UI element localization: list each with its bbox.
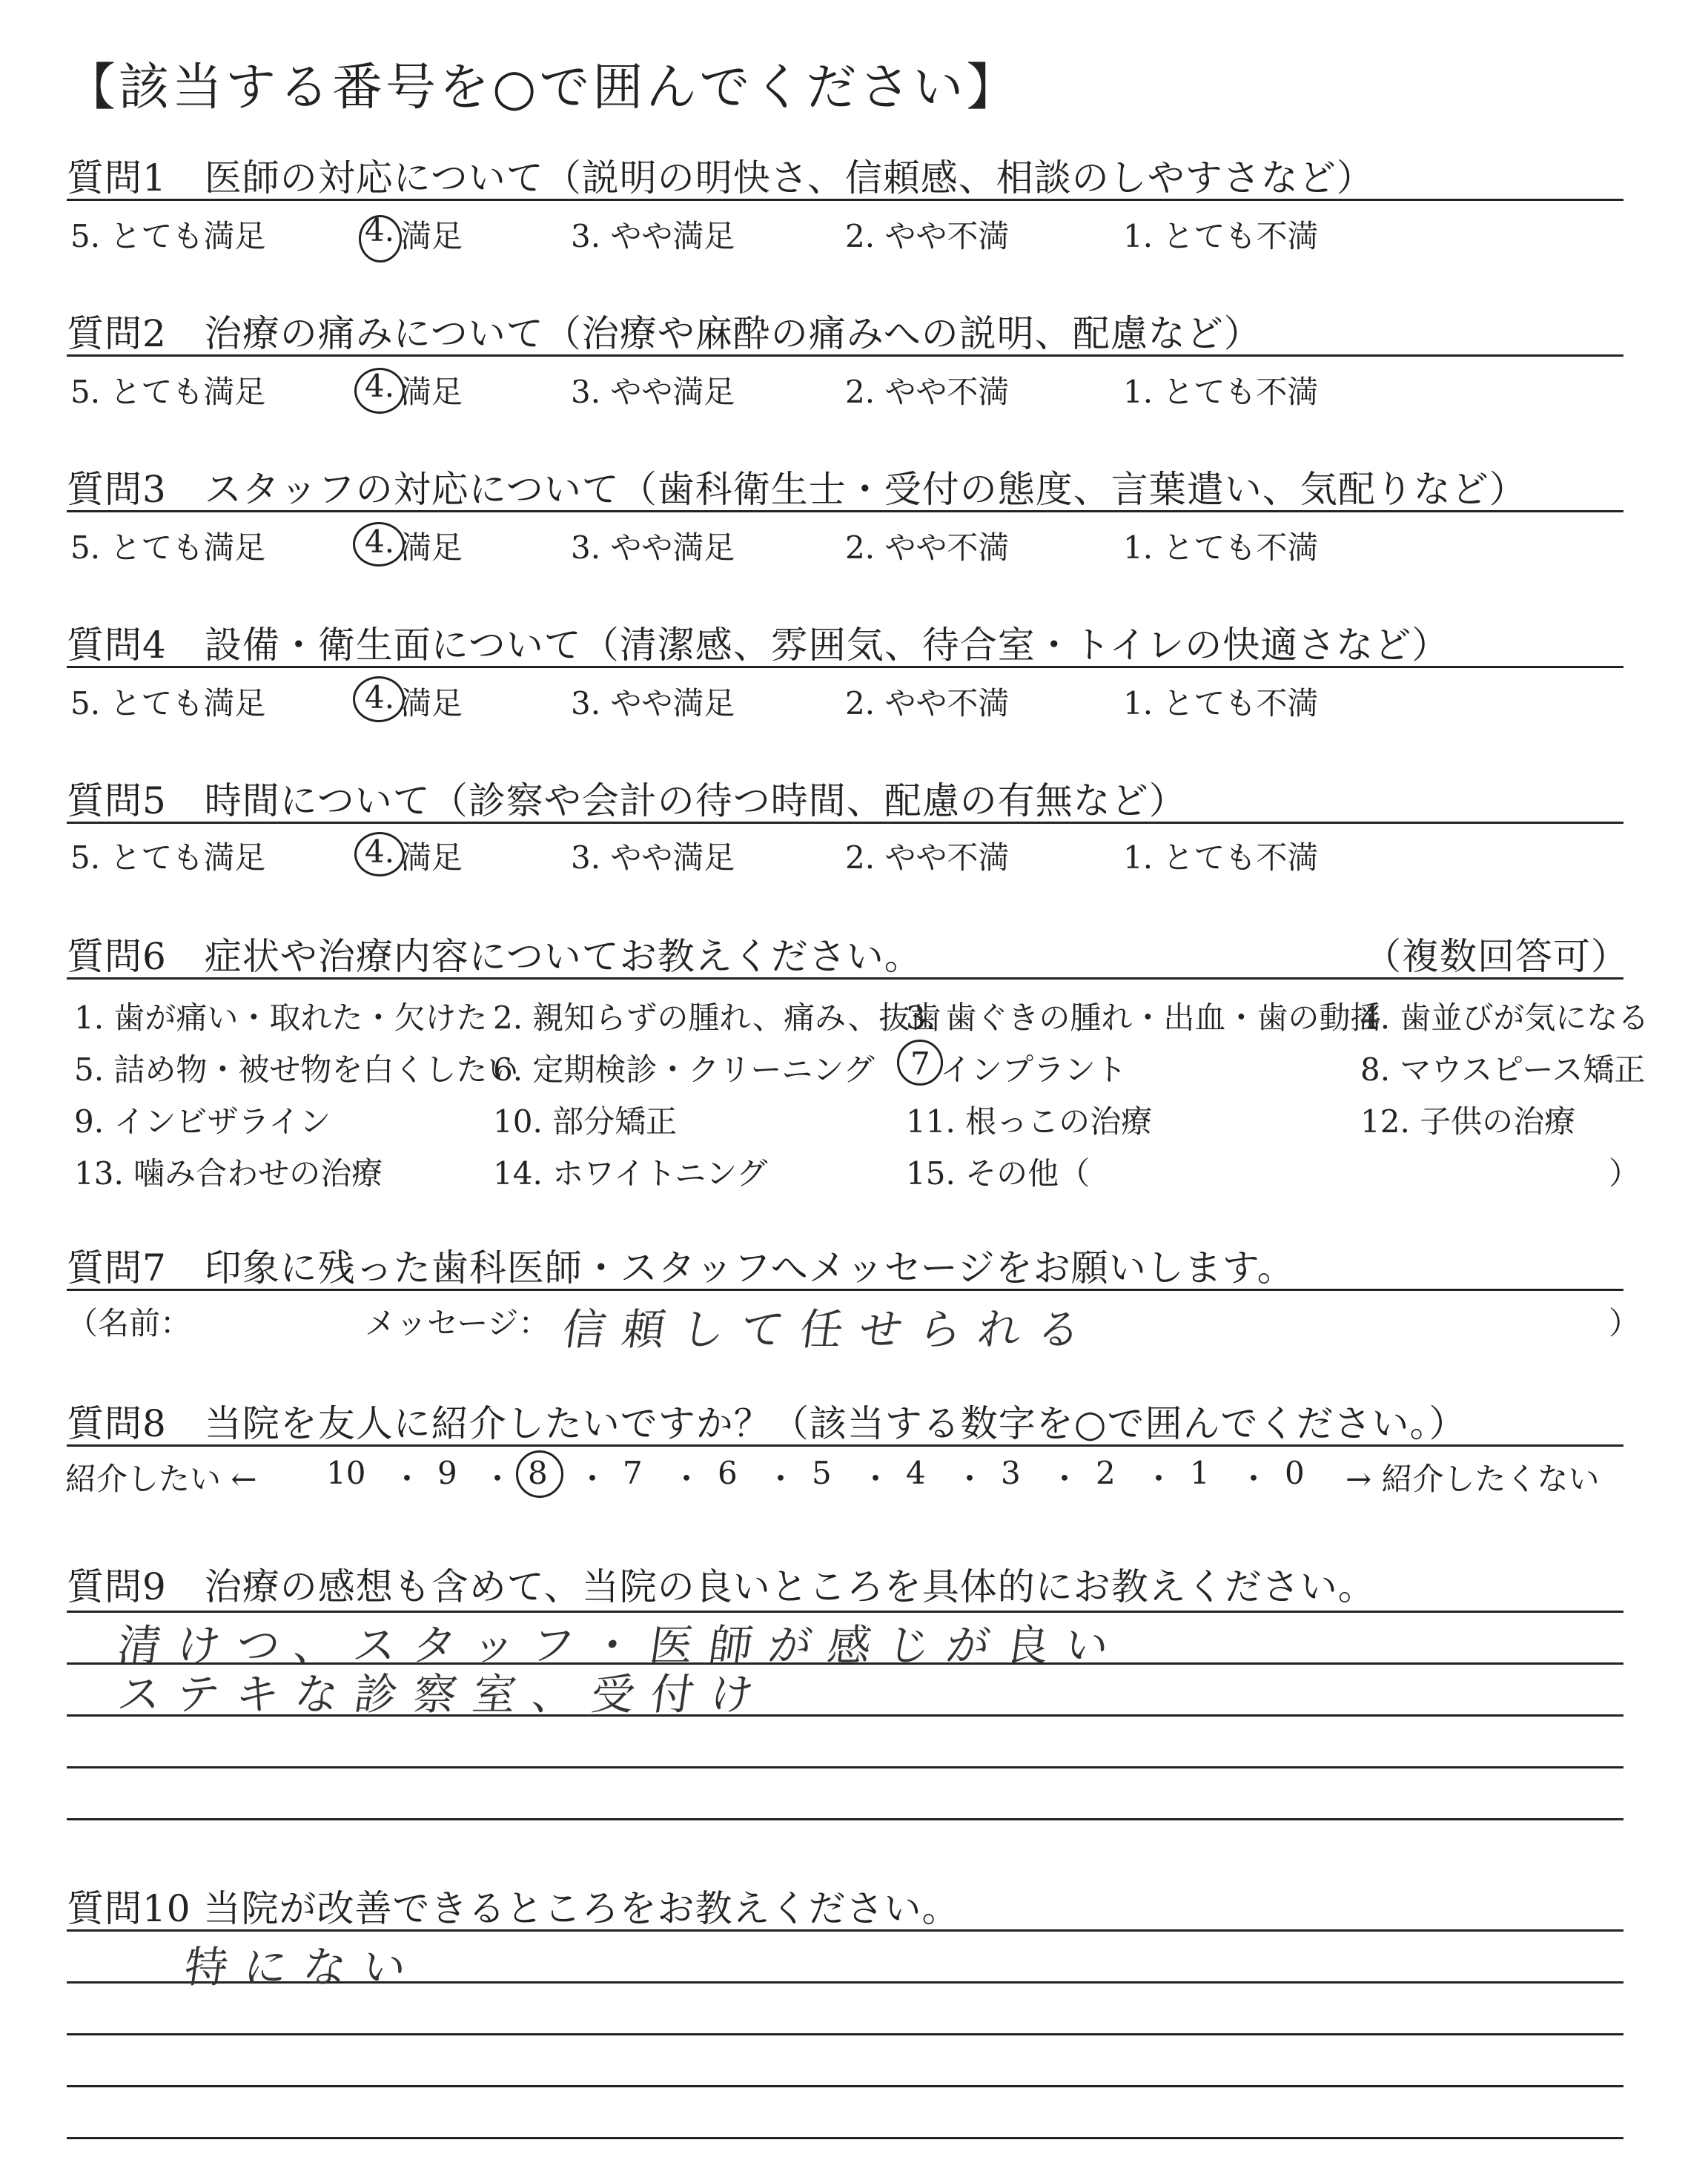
q6-option-7-label: インプラント (940, 1051, 1128, 1088)
scale-number-6[interactable]: 6 (718, 1455, 738, 1491)
q6-option-6[interactable]: 6. 定期検診・クリーニング (493, 1051, 875, 1088)
scale-number-0[interactable]: 0 (1285, 1455, 1305, 1491)
q9-answer-line-2: ステキな診察室、受付け (114, 1669, 773, 1720)
q5-option-4-number[interactable]: 4. (365, 833, 395, 870)
q5-option-2[interactable]: 2. やや不満 (845, 839, 1010, 876)
scale-number-7[interactable]: 7 (623, 1455, 643, 1491)
divider (67, 1444, 1623, 1447)
answer-line (67, 2085, 1623, 2087)
q6-option-1[interactable]: 1. 歯が痛い・取れた・欠けた (74, 1000, 488, 1036)
question-6-heading: 質問6 症状や治療内容についてお教えください。 (67, 935, 922, 978)
scale-number-2[interactable]: 2 (1096, 1455, 1116, 1491)
q3-option-2[interactable]: 2. やや不満 (845, 529, 1010, 566)
answer-line (67, 1766, 1623, 1768)
answer-line (67, 1929, 1623, 1932)
name-label: （名前： (67, 1305, 192, 1341)
q2-option-4-number[interactable]: 4. (365, 368, 395, 404)
divider (67, 199, 1623, 201)
scale-number-3[interactable]: 3 (1001, 1455, 1021, 1491)
q6-option-8[interactable]: 8. マウスピース矯正 (1360, 1051, 1646, 1088)
q2-option-4-label: 満足 (400, 374, 463, 410)
q6-option-5[interactable]: 5. 詰め物・被せ物を白くしたい (74, 1051, 519, 1088)
scale-dot: ・ (671, 1461, 703, 1497)
scale-dot: ・ (1049, 1461, 1081, 1497)
q5-option-1[interactable]: 1. とても不満 (1123, 839, 1319, 876)
scale-left-label: 紹介したい ← (65, 1461, 257, 1497)
q10-answer: 特にない (181, 1942, 426, 1992)
divider (67, 510, 1623, 512)
scale-dot: ・ (391, 1461, 423, 1497)
q3-option-4-label: 満足 (400, 529, 463, 566)
q2-option-2[interactable]: 2. やや不満 (845, 374, 1010, 410)
scale-number-5[interactable]: 5 (812, 1455, 832, 1491)
q6-option-10[interactable]: 10. 部分矯正 (493, 1103, 678, 1140)
q4-option-5[interactable]: 5. とても満足 (70, 685, 266, 721)
scale-number-10[interactable]: 10 (326, 1455, 366, 1491)
q3-option-4-number[interactable]: 4. (365, 524, 395, 560)
q6-option-2[interactable]: 2. 親知らずの腫れ、痛み、抜歯 (493, 1000, 941, 1036)
q5-option-3[interactable]: 3. やや満足 (571, 839, 735, 876)
q3-option-3[interactable]: 3. やや満足 (571, 529, 735, 566)
scale-right-label: → 紹介したくない (1345, 1461, 1600, 1497)
q5-option-5[interactable]: 5. とても満足 (70, 839, 266, 876)
divider (67, 977, 1623, 980)
q6-option-15-close: ） (1609, 1155, 1641, 1192)
question-3-heading: 質問3 スタッフの対応について（歯科衛生士・受付の態度、言葉遣い、気配りなど） (67, 468, 1527, 511)
q2-option-1[interactable]: 1. とても不満 (1123, 374, 1319, 410)
scale-number-1[interactable]: 1 (1190, 1455, 1210, 1491)
question-10-heading: 質問10 当院が改善できるところをお教えください。 (67, 1887, 960, 1930)
q2-option-5[interactable]: 5. とても満足 (70, 374, 266, 410)
form-title: 【該当する番号を○で囲んでください】 (65, 59, 1020, 117)
scale-number-4[interactable]: 4 (906, 1455, 926, 1491)
q6-option-3[interactable]: 3. 歯ぐきの腫れ・出血・歯の動揺 (906, 1000, 1382, 1036)
q4-option-4-label: 満足 (400, 685, 463, 721)
question-8-heading: 質問8 当院を友人に紹介したいですか？（該当する数字を○で囲んでください。） (67, 1402, 1467, 1445)
scale-dot: ・ (1238, 1461, 1270, 1497)
scale-number-9[interactable]: 9 (437, 1455, 457, 1491)
message-close: ） (1609, 1305, 1641, 1341)
q6-option-4[interactable]: 4. 歯並びが気になる (1360, 1000, 1649, 1036)
scale-dot: ・ (765, 1461, 797, 1497)
answer-line (67, 2033, 1623, 2035)
q3-option-1[interactable]: 1. とても不満 (1123, 529, 1319, 566)
scale-number-8[interactable]: 8 (528, 1455, 548, 1491)
q1-option-3[interactable]: 3. やや満足 (571, 218, 735, 254)
divider (67, 354, 1623, 357)
answer-line (67, 2137, 1623, 2139)
answer-line (67, 1818, 1623, 1820)
question-6-note: （複数回答可） (1364, 935, 1629, 978)
q9-answer-line-1: 清けつ、スタッフ・医師が感じが良い (114, 1620, 1128, 1671)
q4-option-4-number[interactable]: 4. (365, 679, 395, 716)
q6-option-9[interactable]: 9. インビザライン (74, 1103, 331, 1140)
scale-dot: ・ (1143, 1461, 1175, 1497)
q6-option-11[interactable]: 11. 根っこの治療 (906, 1103, 1153, 1140)
q4-option-2[interactable]: 2. やや不満 (845, 685, 1010, 721)
q1-option-4-number[interactable]: 4. (365, 212, 395, 248)
divider (67, 1289, 1623, 1291)
q4-option-1[interactable]: 1. とても不満 (1123, 685, 1319, 721)
q3-option-5[interactable]: 5. とても満足 (70, 529, 266, 566)
q1-option-4-label: 満足 (400, 218, 463, 254)
question-2-heading: 質問2 治療の痛みについて（治療や麻酔の痛みへの説明、配慮など） (67, 312, 1262, 355)
q1-option-5[interactable]: 5. とても満足 (70, 218, 266, 254)
divider (67, 822, 1623, 824)
q2-option-3[interactable]: 3. やや満足 (571, 374, 735, 410)
scale-dot: ・ (482, 1461, 514, 1497)
message-handwritten: 信頼して任せられる (559, 1304, 1101, 1355)
q6-option-15[interactable]: 15. その他（ (906, 1155, 1090, 1192)
message-label: メッセージ： (365, 1305, 550, 1341)
scale-dot: ・ (577, 1461, 609, 1497)
question-1-heading: 質問1 医師の対応について（説明の明快さ、信頼感、相談のしやすさなど） (67, 156, 1374, 199)
q6-option-12[interactable]: 12. 子供の治療 (1360, 1103, 1576, 1140)
question-7-heading: 質問7 印象に残った歯科医師・スタッフへメッセージをお願いします。 (67, 1246, 1295, 1289)
q6-option-14[interactable]: 14. ホワイトニング (493, 1155, 768, 1192)
q1-option-1[interactable]: 1. とても不満 (1123, 218, 1319, 254)
q4-option-3[interactable]: 3. やや満足 (571, 685, 735, 721)
q1-option-2[interactable]: 2. やや不満 (845, 218, 1010, 254)
q5-option-4-label: 満足 (400, 839, 463, 876)
q6-option-7-number[interactable]: 7 (910, 1046, 930, 1082)
question-5-heading: 質問5 時間について（診察や会計の待つ時間、配慮の有無など） (67, 779, 1187, 822)
scale-dot: ・ (860, 1461, 892, 1497)
q6-option-13[interactable]: 13. 噛み合わせの治療 (74, 1155, 383, 1192)
question-4-heading: 質問4 設備・衛生面について（清潔感、雰囲気、待合室・トイレの快適さなど） (67, 624, 1450, 667)
scale-dot: ・ (954, 1461, 986, 1497)
question-9-heading: 質問9 治療の感想も含めて、当院の良いところを具体的にお教えください。 (67, 1565, 1376, 1608)
divider (67, 666, 1623, 668)
